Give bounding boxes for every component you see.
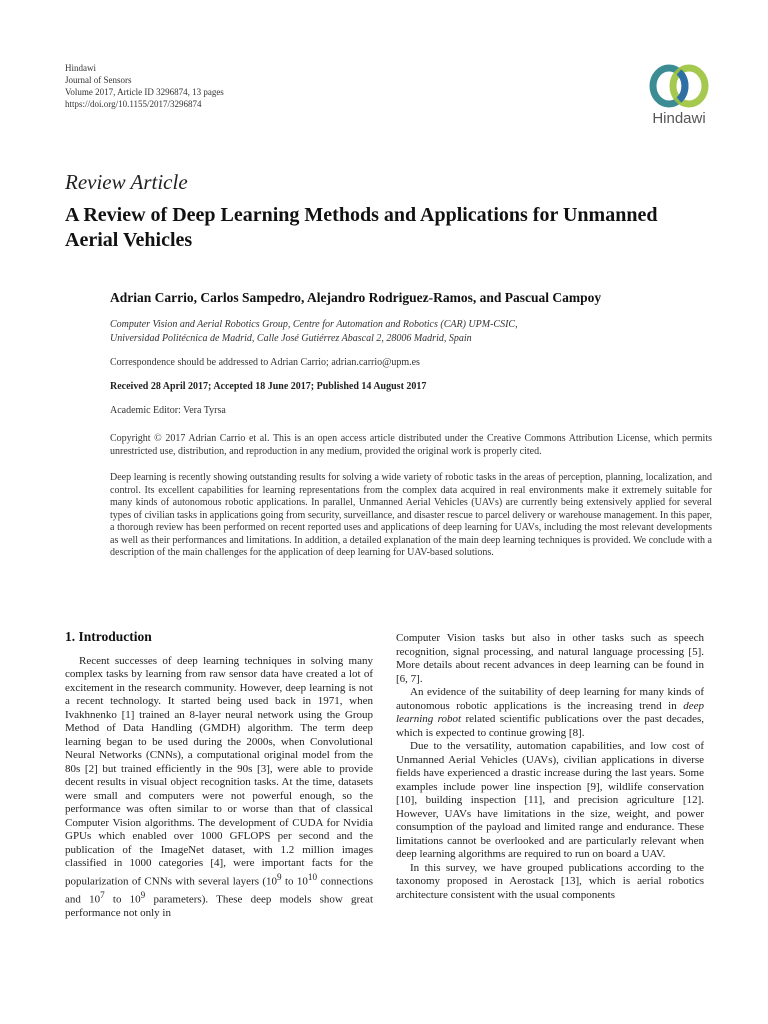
abstract: Deep learning is recently showing outstanding results for solving a wide variety of robotic tasks in the areas of perception, planning, localization, and control. Its excellent capabilities for learning representations from the complex data acquired in real environments make it extremely suitable for many kinds of autonomous robotic applications. In parallel, Unmanned Aerial Vehicles (UAVs) are currently being extensively applied for several types of civilian tasks in applications going from security, surveillance, and disaster rescue to parcel delivery or warehouse management. In this paper, a thorough review has been performed on recent reported uses and applications of deep learning for UAVs, including the most relevant developments as well as their performances and limitations. In addition, a detailed explanation of the main deep learning techniques is provided. We conclude with a description of the main challenges for the application of deep learning for UAV-based solutions. — [110, 472, 712, 558]
right-column — [396, 632, 704, 902]
logo-text: Hindawi — [652, 110, 706, 127]
journal-name: Journal of Sensors — [65, 75, 132, 85]
left-column — [65, 630, 373, 920]
paragraph: Computer Vision tasks but also in other tasks such as speech recognition, signal processing, and natural language processing [5]. More details about recent advances in deep learning can be found in [6, 7]. — [396, 632, 704, 685]
volume-line: Volume 2017, Article ID 3296874, 13 pages — [65, 87, 224, 97]
copyright-notice: Copyright © 2017 Adrian Carrio et al. This is an open access article distributed under the Creative Commons Attribution License, which permits unrestricted use, distribution, and reproduction in any medium, provided the original work is properly cited. — [110, 433, 712, 457]
publisher-name: Hindawi — [65, 63, 96, 73]
paragraph: Recent successes of deep learning techniques in solving many complex tasks by learning from raw sensor data have created a lot of excitement in the research community. However, deep learning is not a recent technology. It started being used back in 1971, when Ivakhnenko [1] trained an 8-layer neural network using the Group Method of Data Handling (GMDH) algorithm. The term deep learning began to be used during the 2000s, when Convolutional Neural Networks (CNNs), a computational original model from the 80s [2] but trained efficiently in the 90s [3], were able to provide decent results in visual object recognition tasks. At the time, datasets were small and computers were not powerful enough, so the performance was often similar to or worse than that of classical Computer Vision algorithms. The development of CUDA for Nvidia GPUs which enabled over 1000 GFLOPS per second and the publication of the ImageNet dataset, with 1.2 million images classified in 1000 categories [4], were important facts for the popularization of CNNs with several layers ($10^9$ to $10^{10}$ connections and $10^7$ to $10^9$ parameters). These deep models show great performance not only in — [65, 654, 373, 919]
correspondence-line: Correspondence should be addressed to Adrian Carrio; adrian.carrio@upm.es — [110, 357, 420, 368]
author-list: Adrian Carrio, Carlos Sampedro, Alejandro Rodriguez-Ramos, and Pascual Campoy — [110, 290, 602, 305]
academic-editor: Academic Editor: Vera Tyrsa — [110, 405, 226, 416]
paragraph: Due to the versatility, automation capabilities, and low cost of Unmanned Aerial Vehicles (UAVs), civilian applications in diverse fields have experienced a drastic increase during the last years. Some examples include power line inspection [9], wildlife conservation [10], building inspection [11], and precision agriculture [12]. However, UAVs have limitations in the size, weight, and power consumption of the payload and limited range and endurance. These limitations cannot be overlooked and are particularly relevant when deep learning algorithms are required to run on board a UAV. — [396, 740, 704, 860]
affiliation-line: Computer Vision and Aerial Robotics Group, Centre for Automation and Robotics (CAR) UPM-CSIC, — [110, 319, 518, 330]
affiliation — [110, 318, 712, 346]
paragraph: An evidence of the suitability of deep learning for many kinds of autonomous robotic applications is the increasing trend in deep learning robot related scientific publications over the past decades, which is expected to continue growing [8]. — [396, 686, 704, 739]
doi-link[interactable]: https://doi.org/10.1155/2017/3296874 — [65, 99, 202, 109]
paper-title: A Review of Deep Learning Methods and Applications for Unmanned Aerial Vehicles — [65, 204, 658, 251]
section-heading: 1. Introduction — [65, 629, 152, 644]
journal-header — [65, 62, 224, 110]
hindawi-rings-icon — [645, 62, 713, 110]
publication-dates: Received 28 April 2017; Accepted 18 June 2017; Published 14 August 2017 — [110, 381, 427, 392]
affiliation-line: Universidad Politécnica de Madrid, Calle José Gutiérrez Abascal 2, 28006 Madrid, Spain — [110, 333, 472, 344]
hindawi-logo — [636, 62, 722, 134]
article-type: Review Article — [65, 170, 188, 194]
paragraph: In this survey, we have grouped publications according to the taxonomy proposed in Aerostack [13], which is aerial robotics architecture consistent with the usual components — [396, 861, 704, 901]
